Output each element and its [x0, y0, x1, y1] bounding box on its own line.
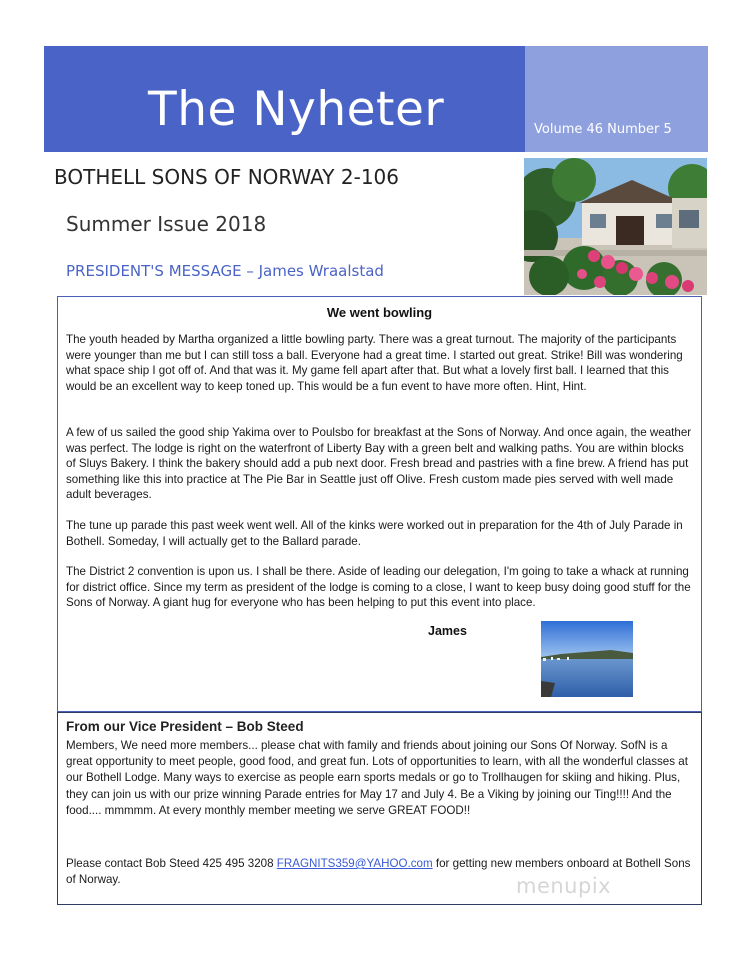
president-paragraph-4: The District 2 convention is upon us. I shall be there. Aside of leading our delegation, I'm going to take a whack at running for district office. Since my term as president of the lodge is coming to a close, I want to keep busy doing good stuff for the Sons of Norway. A giant hug for everyone who has been helping to put this event into place.: [66, 565, 691, 610]
president-message-title: We went bowling: [326, 305, 433, 320]
president-paragraph-3: The tune up parade this past week went well. All of the kinks were worked out in preparation for the 4th of July Parade in Bothell. Someday, I will actually get to the Ballard parade.: [66, 519, 683, 548]
president-message-box: [57, 296, 702, 712]
bay-photo: [541, 621, 633, 697]
president-message-heading: PRESIDENT'S MESSAGE – James Wraalstad: [66, 262, 384, 280]
lodge-photo: [524, 158, 707, 295]
watermark: menupix: [516, 874, 612, 898]
contact-prefix: Please contact Bob Steed 425 495 3208: [66, 857, 277, 870]
president-signature: James: [428, 624, 467, 638]
newsletter-title: The Nyheter: [148, 82, 445, 137]
president-paragraph-2: A few of us sailed the good ship Yakima over to Poulsbo for breakfast at the Sons of Norway. And once again, the weather was perfect. The lodge is right on the waterfront of Liberty Bay with a green belt and walking paths. You are within blocks of Sluys Bakery. I think the bakery should add a pub next door. Fresh bread and pastries with a fine brew. A friend has put something like this into practice at The Pie Bar in Seattle just off Olive. Fresh custom made pies served with well made adult beverages.: [66, 426, 692, 502]
organization-name: BOTHELL SONS OF NORWAY 2-106: [54, 165, 399, 189]
vice-president-paragraph: Members, We need more members... please chat with family and friends about joining our Sons Of Norway. SofN is a great opportunity to meet people, good food, and great fun. Lots of opportunities to learn, with all the wonderful classes at our Bothell Lodge. Many ways to exercise as people earn sports medals or go to Trollhaugen for skiing and hiking. Plus, they can join us with our prize winning Parade entries for May 17 and July 4. Be a Viking by joining our Ting!!!! And the food.... mmmmm. At every monthly member meeting we serve GREAT FOOD!!: [66, 739, 688, 817]
lodge-photo-illustration: [524, 158, 707, 295]
email-link[interactable]: FRAGNITS359@YAHOO.com: [276, 857, 433, 870]
volume-number: Volume 46 Number 5: [534, 122, 672, 137]
vice-president-title: From our Vice President – Bob Steed: [66, 719, 304, 734]
president-paragraph-1: The youth headed by Martha organized a little bowling party. There was a great turnout. The majority of the participants were younger than me but I can still toss a ball. Everyone had a great time. I started out great. Strike! Bill was wondering what space ship I got off of. And that was it. My game fell apart after that. But what a lovely first ball. I learned that this would be an excellent way to keep toned up. This would be a fun event to have more often. Hint, Hint.: [66, 333, 683, 393]
bay-photo-illustration: [541, 621, 633, 697]
issue-label: Summer Issue 2018: [66, 212, 267, 236]
contact-suffix: for getting new members onboard at Bothell Sons of Norway.: [66, 857, 691, 887]
